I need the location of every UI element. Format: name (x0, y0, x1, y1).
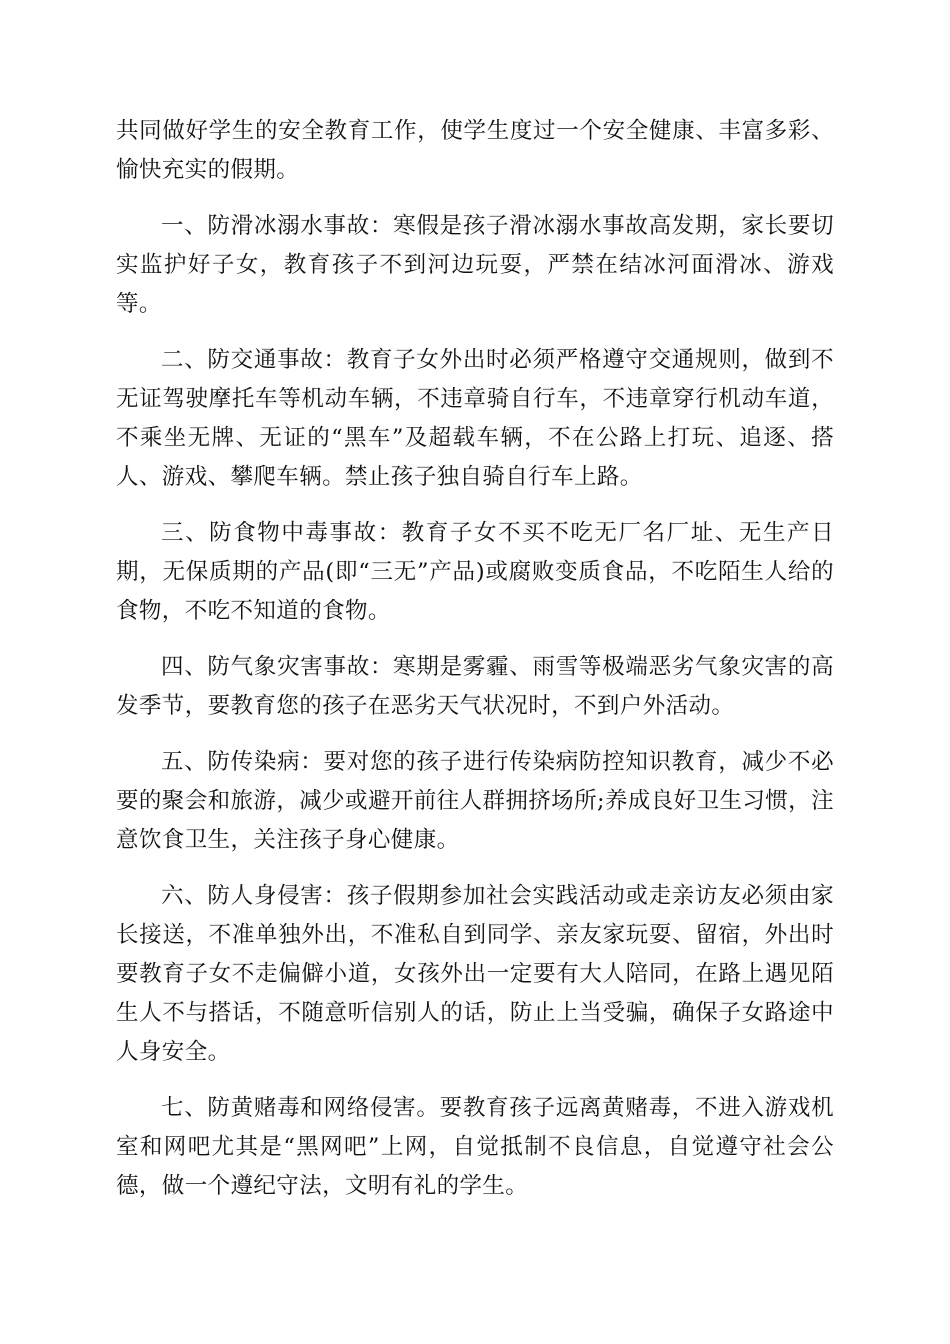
paragraph-item-2-traffic: 二、防交通事故：教育子女外出时必须严格遵守交通规则，做到不无证驾驶摩托车等机动车辆，不违章骑自行车，不违章穿行机动车道，不乘坐无牌、无证的“黑车”及超载车辆，不在公路上打玩、追逐、搭人、游戏、攀爬车辆。禁止孩子独自骑自行车上路。 (116, 347, 834, 490)
paragraph-item-5-infectious-disease: 五、防传染病：要对您的孩子进行传染病防控知识教育，减少不必要的聚会和旅游，减少或避开前往人群拥挤场所;养成良好卫生习惯，注意饮食卫生，关注孩子身心健康。 (116, 749, 834, 853)
document-body (116, 112, 834, 1223)
paragraph-item-4-weather: 四、防气象灾害事故：寒期是雾霾、雨雪等极端恶劣气象灾害的高发季节，要教育您的孩子在恶劣天气状况时，不到户外活动。 (116, 654, 834, 719)
paragraph-item-6-personal-safety: 六、防人身侵害：孩子假期参加社会实践活动或走亲访友必须由家长接送，不准单独外出，不准私自到同学、亲友家玩耍、留宿，外出时要教育子女不走偏僻小道，女孩外出一定要有大人陪同，在路上遇见陌生人不与搭话，不随意听信别人的话，防止上当受骗，确保子女路途中人身安全。 (116, 883, 834, 1065)
paragraph-item-3-food-poisoning: 三、防食物中毒事故：教育子女不买不吃无厂名厂址、无生产日期，无保质期的产品(即“三无”产品)或腐败变质食品，不吃陌生人给的食物，不吃不知道的食物。 (116, 520, 834, 624)
paragraph-item-1-ice-drowning: 一、防滑冰溺水事故：寒假是孩子滑冰溺水事故高发期，家长要切实监护好子女，教育孩子不到河边玩耍，严禁在结冰河面滑冰、游戏等。 (116, 213, 834, 317)
paragraph-item-7-internet-safety: 七、防黄赌毒和网络侵害。要教育孩子远离黄赌毒，不进入游戏机室和网吧尤其是“黑网吧”上网，自觉抵制不良信息，自觉遵守社会公德，做一个遵纪守法，文明有礼的学生。 (116, 1095, 834, 1199)
paragraph-intro-continuation: 共同做好学生的安全教育工作，使学生度过一个安全健康、丰富多彩、愉快充实的假期。 (116, 118, 834, 183)
